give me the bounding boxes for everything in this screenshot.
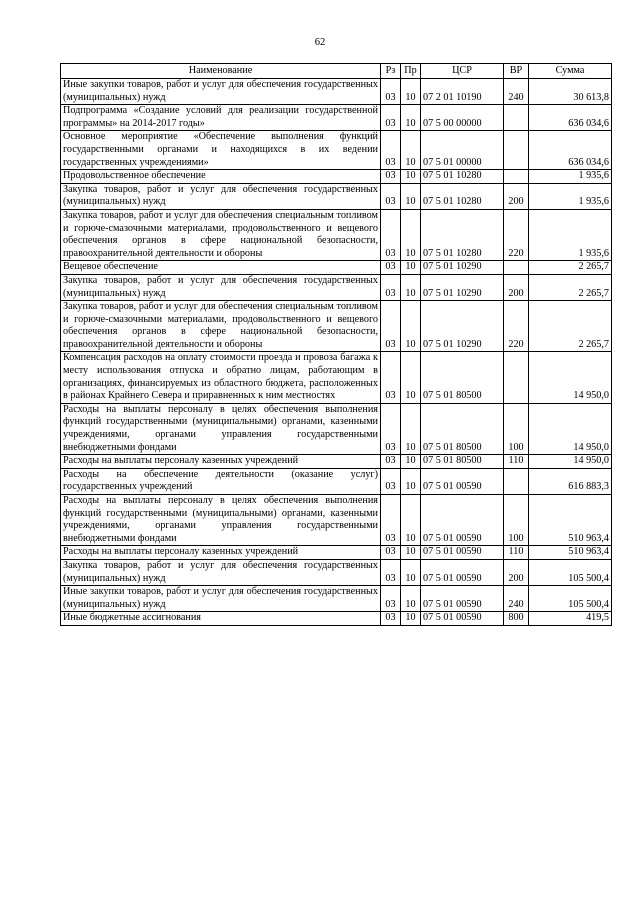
cell-pr: 10 [401, 274, 421, 300]
cell-name: Расходы на выплаты персоналу в целях обеспечения выполнения функций государственными (муниципальными) органами, казенными учреждениями, органами управления государственными внебюджетными фондами [61, 495, 381, 546]
cell-pr: 10 [401, 546, 421, 560]
cell-name: Расходы на обеспечение деятельности (оказание услуг) государственных учреждений [61, 468, 381, 494]
cell-sum: 616 883,3 [529, 468, 612, 494]
cell-rz: 03 [381, 468, 401, 494]
cell-name: Закупка товаров, работ и услуг для обеспечения государственных (муниципальных) нужд [61, 274, 381, 300]
cell-vr: 220 [504, 301, 529, 352]
cell-vr: 100 [504, 495, 529, 546]
table-row [61, 261, 612, 275]
cell-rz: 03 [381, 170, 401, 184]
cell-rz: 03 [381, 183, 401, 209]
cell-sum: 510 963,4 [529, 495, 612, 546]
cell-vr: 110 [504, 455, 529, 469]
cell-vr: 110 [504, 546, 529, 560]
cell-pr: 10 [401, 455, 421, 469]
cell-vr: 200 [504, 559, 529, 585]
cell-pr: 10 [401, 170, 421, 184]
cell-sum: 1 935,6 [529, 209, 612, 260]
cell-sum: 105 500,4 [529, 559, 612, 585]
cell-rz: 03 [381, 612, 401, 626]
table-row [61, 79, 612, 105]
cell-csr: 07 5 01 00590 [421, 468, 504, 494]
cell-csr: 07 5 01 10290 [421, 274, 504, 300]
cell-rz: 03 [381, 403, 401, 454]
cell-name: Закупка товаров, работ и услуг для обеспечения государственных (муниципальных) нужд [61, 183, 381, 209]
cell-name: Продовольственное обеспечение [61, 170, 381, 184]
table-row [61, 170, 612, 184]
cell-vr: 100 [504, 403, 529, 454]
cell-rz: 03 [381, 586, 401, 612]
cell-csr: 07 5 01 00590 [421, 586, 504, 612]
cell-sum: 2 265,7 [529, 301, 612, 352]
cell-vr [504, 468, 529, 494]
cell-csr: 07 5 01 10290 [421, 301, 504, 352]
header-name: Наименование [61, 64, 381, 79]
cell-name: Иные закупки товаров, работ и услуг для обеспечения государственных (муниципальных) нужд [61, 586, 381, 612]
cell-vr: 240 [504, 79, 529, 105]
cell-csr: 07 2 01 10190 [421, 79, 504, 105]
cell-pr: 10 [401, 301, 421, 352]
table-row [61, 301, 612, 352]
table-row [61, 403, 612, 454]
cell-pr: 10 [401, 131, 421, 170]
cell-csr: 07 5 01 10280 [421, 170, 504, 184]
table-row [61, 209, 612, 260]
table-row [61, 455, 612, 469]
table-row [61, 495, 612, 546]
cell-pr: 10 [401, 468, 421, 494]
table-row [61, 468, 612, 494]
cell-vr: 200 [504, 274, 529, 300]
cell-rz: 03 [381, 352, 401, 403]
header-sum: Сумма [529, 64, 612, 79]
cell-sum: 2 265,7 [529, 261, 612, 275]
table-row [61, 183, 612, 209]
table-row [61, 105, 612, 131]
table-body [61, 79, 612, 626]
cell-name: Закупка товаров, работ и услуг для обеспечения специальным топливом и горюче-смазочными материалами, продовольственного и вещевого обеспечения органов в сфере национальной безопасности, правоохранительной деятельности и обороны [61, 301, 381, 352]
cell-sum: 419,5 [529, 612, 612, 626]
cell-vr: 220 [504, 209, 529, 260]
table-row [61, 131, 612, 170]
cell-rz: 03 [381, 559, 401, 585]
cell-sum: 105 500,4 [529, 586, 612, 612]
cell-name: Иные закупки товаров, работ и услуг для обеспечения государственных (муниципальных) нужд [61, 79, 381, 105]
header-pr: Пр [401, 64, 421, 79]
cell-name: Иные бюджетные ассигнования [61, 612, 381, 626]
cell-vr [504, 261, 529, 275]
cell-name: Основное мероприятие «Обеспечение выполнения функций государственными органами и находящихся в их ведении государственных учреждениями» [61, 131, 381, 170]
cell-csr: 07 5 01 00000 [421, 131, 504, 170]
header-rz: Рз [381, 64, 401, 79]
cell-vr: 240 [504, 586, 529, 612]
cell-vr [504, 131, 529, 170]
cell-sum: 14 950,0 [529, 403, 612, 454]
cell-sum: 510 963,4 [529, 546, 612, 560]
cell-csr: 07 5 01 00590 [421, 495, 504, 546]
cell-rz: 03 [381, 301, 401, 352]
cell-pr: 10 [401, 495, 421, 546]
cell-csr: 07 5 01 80500 [421, 403, 504, 454]
cell-csr: 07 5 01 10290 [421, 261, 504, 275]
cell-csr: 07 5 01 80500 [421, 352, 504, 403]
cell-rz: 03 [381, 274, 401, 300]
cell-pr: 10 [401, 209, 421, 260]
cell-pr: 10 [401, 183, 421, 209]
cell-sum: 30 613,8 [529, 79, 612, 105]
cell-name: Расходы на выплаты персоналу казенных учреждений [61, 455, 381, 469]
cell-rz: 03 [381, 209, 401, 260]
cell-name: Вещевое обеспечение [61, 261, 381, 275]
cell-sum: 14 950,0 [529, 455, 612, 469]
cell-csr: 07 5 01 00590 [421, 546, 504, 560]
table-row [61, 352, 612, 403]
cell-pr: 10 [401, 612, 421, 626]
cell-vr [504, 105, 529, 131]
cell-rz: 03 [381, 546, 401, 560]
cell-vr [504, 352, 529, 403]
cell-pr: 10 [401, 403, 421, 454]
table-row [61, 559, 612, 585]
header-vr: ВР [504, 64, 529, 79]
cell-sum: 1 935,6 [529, 183, 612, 209]
cell-pr: 10 [401, 105, 421, 131]
table-row [61, 586, 612, 612]
cell-rz: 03 [381, 495, 401, 546]
cell-name: Закупка товаров, работ и услуг для обеспечения специальным топливом и горюче-смазочными материалами, продовольственного и вещевого обеспечения органов в сфере национальной безопасности, правоохранительной деятельности и обороны [61, 209, 381, 260]
cell-name: Расходы на выплаты персоналу в целях обеспечения выполнения функций государственными (муниципальными) органами, казенными учреждениями, органами управления государственными внебюджетными фондами [61, 403, 381, 454]
cell-csr: 07 5 01 00590 [421, 559, 504, 585]
cell-sum: 636 034,6 [529, 131, 612, 170]
cell-vr [504, 170, 529, 184]
cell-pr: 10 [401, 352, 421, 403]
cell-csr: 07 5 01 80500 [421, 455, 504, 469]
table-row [61, 612, 612, 626]
table-row [61, 274, 612, 300]
cell-sum: 1 935,6 [529, 170, 612, 184]
table-row [61, 546, 612, 560]
cell-name: Компенсация расходов на оплату стоимости проезда и провоза багажа к месту использования отпуска и обратно лицам, работающим в организациях, финансируемых из областного бюджета, расположенных в районах Крайнего Севера и приравненных к ним местностях [61, 352, 381, 403]
cell-vr: 800 [504, 612, 529, 626]
cell-sum: 636 034,6 [529, 105, 612, 131]
cell-rz: 03 [381, 79, 401, 105]
cell-name: Расходы на выплаты персоналу казенных учреждений [61, 546, 381, 560]
cell-name: Подпрограмма «Создание условий для реализации государственной программы» на 2014-2017 годы» [61, 105, 381, 131]
cell-pr: 10 [401, 79, 421, 105]
header-csr: ЦСР [421, 64, 504, 79]
cell-sum: 14 950,0 [529, 352, 612, 403]
cell-csr: 07 5 01 10280 [421, 209, 504, 260]
cell-rz: 03 [381, 261, 401, 275]
table-header-row [61, 64, 612, 79]
budget-table [60, 63, 612, 626]
cell-vr: 200 [504, 183, 529, 209]
cell-csr: 07 5 01 00590 [421, 612, 504, 626]
cell-rz: 03 [381, 105, 401, 131]
cell-pr: 10 [401, 559, 421, 585]
page-number: 62 [314, 37, 326, 48]
cell-csr: 07 5 00 00000 [421, 105, 504, 131]
cell-rz: 03 [381, 455, 401, 469]
cell-rz: 03 [381, 131, 401, 170]
cell-pr: 10 [401, 261, 421, 275]
cell-name: Закупка товаров, работ и услуг для обеспечения государственных (муниципальных) нужд [61, 559, 381, 585]
cell-csr: 07 5 01 10280 [421, 183, 504, 209]
cell-pr: 10 [401, 586, 421, 612]
cell-sum: 2 265,7 [529, 274, 612, 300]
